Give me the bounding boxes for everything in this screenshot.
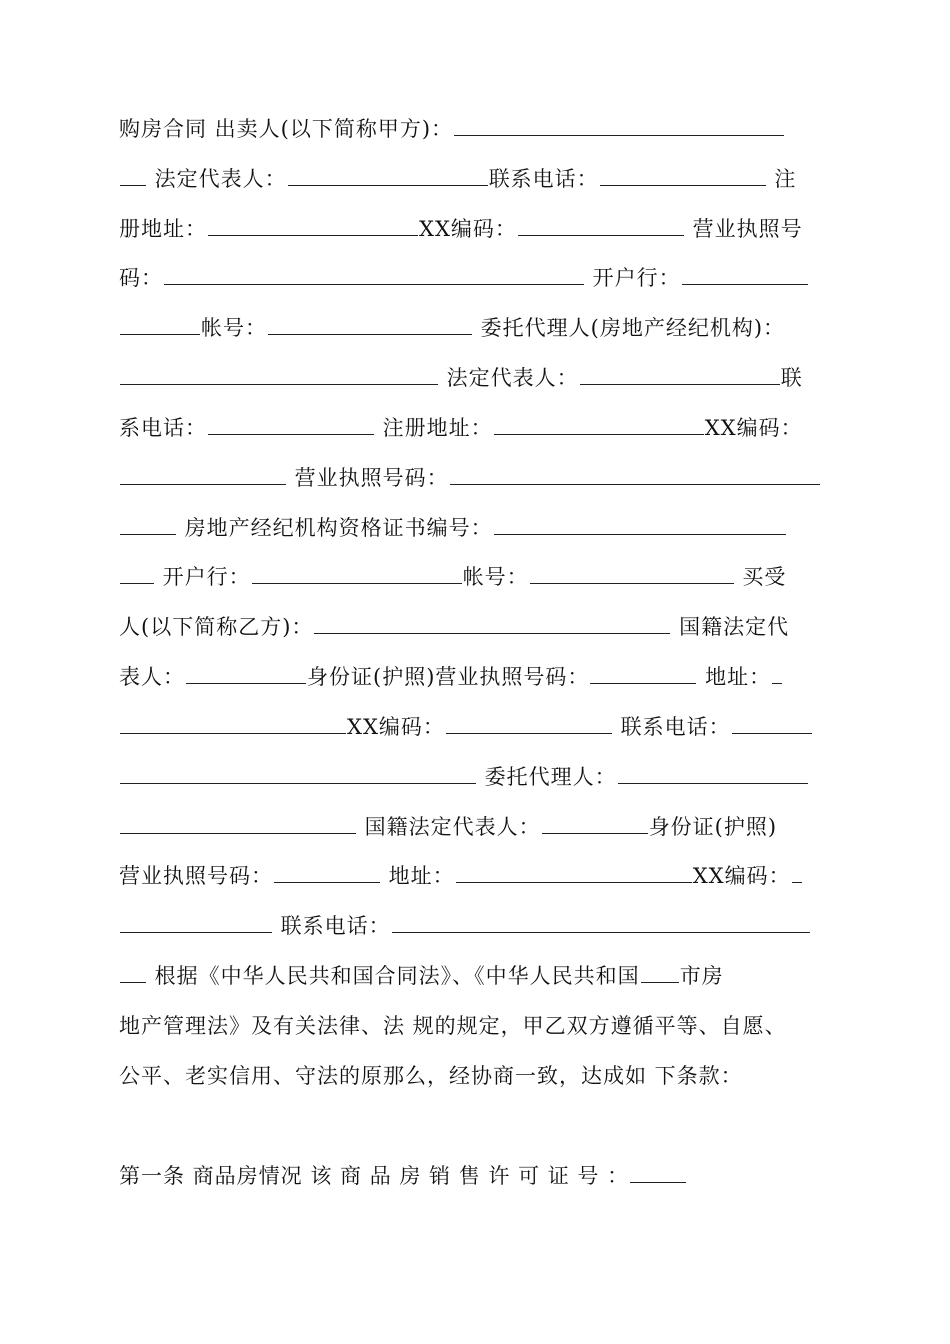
fill-in-blank[interactable] — [450, 464, 820, 485]
contract-line — [119, 312, 831, 344]
line-text: 联系电话： — [273, 914, 391, 938]
fill-in-blank[interactable] — [792, 862, 802, 883]
fill-in-blank[interactable] — [120, 165, 146, 186]
line-text: 第一条 商品房情况 该 商 品 房 销 售 许 可 证 号 ： — [119, 1164, 630, 1188]
fill-in-blank[interactable] — [268, 314, 472, 335]
line-text: 联系电话： — [488, 167, 599, 191]
line-text: XX编码： — [704, 416, 803, 440]
fill-in-blank[interactable] — [641, 962, 679, 983]
line-text: 地址： — [697, 665, 772, 689]
fill-in-blank[interactable] — [120, 314, 200, 335]
line-text: 法定代表人： — [147, 167, 287, 191]
fill-in-blank[interactable] — [618, 763, 808, 784]
fill-in-blank[interactable] — [392, 912, 810, 933]
line-text: 联 — [780, 366, 803, 390]
line-text: 帐号： — [462, 565, 529, 589]
contract-line — [119, 711, 831, 743]
fill-in-blank[interactable] — [120, 563, 154, 584]
fill-in-blank[interactable] — [630, 1162, 686, 1183]
line-text: 帐号： — [201, 316, 267, 340]
line-text: 营业执照号码： — [119, 864, 273, 888]
fill-in-blank[interactable] — [208, 414, 374, 435]
fill-in-blank[interactable] — [518, 215, 684, 236]
fill-in-blank[interactable] — [186, 663, 306, 684]
fill-in-blank[interactable] — [494, 414, 704, 435]
line-text: 注 — [766, 167, 797, 191]
line-text: 委托代理人： — [477, 765, 617, 789]
fill-in-blank[interactable] — [120, 713, 346, 734]
line-text: 市房 — [679, 964, 724, 988]
contract-line — [119, 960, 831, 992]
fill-in-blank[interactable] — [494, 514, 786, 535]
line-text: 国籍法定代表人： — [357, 815, 541, 839]
line-text: 系电话： — [119, 416, 207, 440]
line-text: 国籍法定代 — [671, 615, 790, 639]
contract-line — [119, 860, 831, 892]
line-text: 法定代表人： — [439, 366, 579, 390]
fill-in-blank[interactable] — [732, 713, 812, 734]
line-text: 买受 — [734, 565, 787, 589]
contract-line — [119, 1160, 831, 1192]
line-text: 人(以下简称乙方)： — [119, 615, 314, 639]
fill-in-blank[interactable] — [120, 813, 356, 834]
fill-in-blank[interactable] — [580, 364, 780, 385]
fill-in-blank[interactable] — [600, 165, 766, 186]
fill-in-blank[interactable] — [120, 364, 438, 385]
line-text: 表人： — [119, 665, 185, 689]
line-text: 购房合同 出卖人(以下简称甲方)： — [119, 117, 454, 141]
contract-line — [119, 113, 831, 145]
contract-line — [119, 213, 831, 245]
fill-in-blank[interactable] — [120, 962, 146, 983]
line-text: 册地址： — [119, 217, 207, 241]
line-text: 地址： — [381, 864, 455, 888]
contract-line — [119, 412, 831, 444]
fill-in-blank[interactable] — [446, 713, 612, 734]
contract-line — [119, 811, 831, 843]
line-text: XX编码： — [419, 217, 517, 241]
fill-in-blank[interactable] — [164, 264, 584, 285]
contract-line — [119, 362, 831, 394]
fill-in-blank[interactable] — [454, 115, 784, 136]
line-text: 联系电话： — [612, 715, 731, 739]
contract-line — [119, 661, 831, 693]
line-text: 委托代理人(房地产经纪机构)： — [473, 316, 786, 340]
fill-in-blank[interactable] — [456, 862, 692, 883]
contract-line — [119, 561, 831, 593]
line-text: 公平、老实信用、守法的原那么，经协商一致，达成如 下条款： — [119, 1064, 743, 1088]
fill-in-blank[interactable] — [288, 165, 488, 186]
fill-in-blank[interactable] — [772, 663, 782, 684]
fill-in-blank[interactable] — [682, 264, 808, 285]
line-text: 营业执照号 — [684, 217, 803, 241]
line-text: 开户行： — [155, 565, 251, 589]
contract-line — [119, 262, 831, 294]
line-text: 身份证(护照)营业执照号码： — [307, 665, 590, 689]
line-text: 注册地址： — [375, 416, 493, 440]
line-text: 营业执照号码： — [287, 466, 449, 490]
contract-line — [119, 512, 831, 544]
line-text: 地产管理法》及有关法律、法 规的规定，甲乙双方遵循平等、自愿、 — [119, 1014, 787, 1038]
contract-line — [119, 611, 831, 643]
fill-in-blank[interactable] — [208, 215, 418, 236]
contract-line — [119, 910, 831, 942]
fill-in-blank[interactable] — [120, 464, 286, 485]
line-text: 房地产经纪机构资格证书编号： — [177, 516, 493, 540]
fill-in-blank[interactable] — [590, 663, 696, 684]
fill-in-blank[interactable] — [314, 613, 670, 634]
line-text: 根据《中华人民共和国合同法》、《中华人民共和国 — [147, 964, 640, 988]
fill-in-blank[interactable] — [120, 514, 176, 535]
fill-in-blank[interactable] — [274, 862, 380, 883]
contract-line — [119, 462, 831, 494]
line-text: 开户行： — [585, 266, 681, 290]
contract-line — [119, 1010, 831, 1042]
contract-line — [119, 761, 831, 793]
fill-in-blank[interactable] — [120, 763, 476, 784]
contract-line — [119, 163, 831, 195]
fill-in-blank[interactable] — [252, 563, 462, 584]
line-text: 码： — [119, 266, 163, 290]
fill-in-blank[interactable] — [542, 813, 648, 834]
contract-line — [119, 1060, 831, 1092]
fill-in-blank[interactable] — [530, 563, 734, 584]
line-text: XX编码： — [347, 715, 445, 739]
fill-in-blank[interactable] — [120, 912, 272, 933]
line-text: XX编码： — [692, 864, 791, 888]
line-text: 身份证(护照) — [648, 815, 778, 839]
